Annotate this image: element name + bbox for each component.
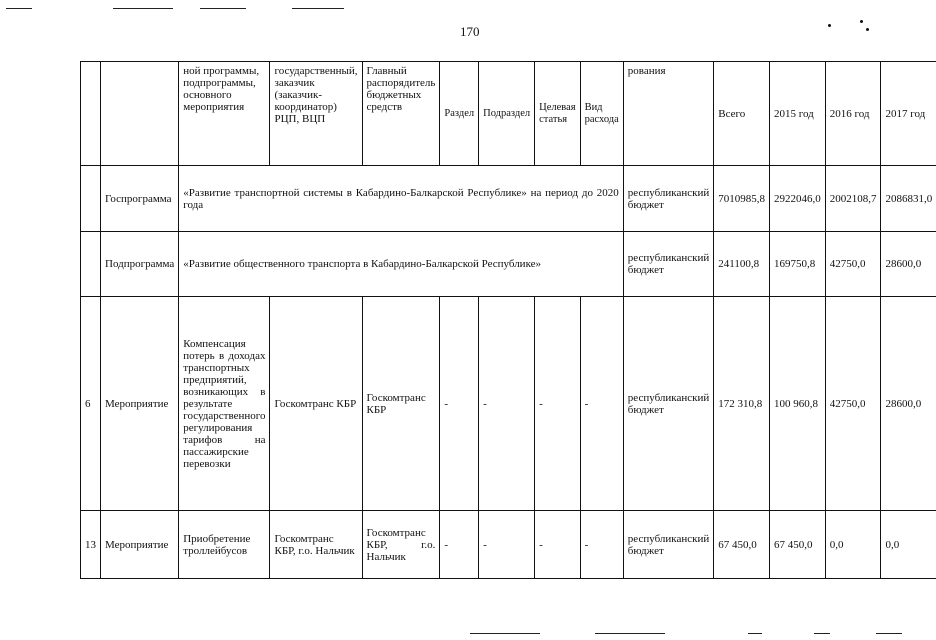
row-measure-name: Приобретение троллейбусов: [179, 511, 270, 579]
row-program-name: «Развитие транспортной системы в Кабардино-Балкарской Республике» на период до 2020 года: [179, 166, 624, 232]
header-cell-2017: 2017 год: [881, 62, 936, 166]
row-section: -: [440, 297, 479, 511]
header-cell-subsection: Подраздел: [479, 62, 535, 166]
header-cell-manager: Главный распорядитель бюджетных средств: [362, 62, 440, 166]
scan-mark-bottom-3: [748, 633, 762, 634]
program-table: [80, 61, 936, 579]
header-cell-customer: государственный, заказчик (заказчик-координатор) РЦП, ВЦП: [270, 62, 362, 166]
scan-speck: [860, 20, 863, 23]
table-row: [81, 297, 936, 511]
row-type: Мероприятие: [101, 297, 179, 511]
row-type: Госпрограмма: [101, 166, 179, 232]
row-2015: 169750,8: [769, 232, 825, 297]
row-2015: 2922046,0: [769, 166, 825, 232]
row-2017: 2086831,0: [881, 166, 936, 232]
row-section: -: [440, 511, 479, 579]
scan-mark-bottom-5: [876, 633, 902, 634]
scan-mark-top-1: [6, 8, 32, 9]
row-type: Мероприятие: [101, 511, 179, 579]
header-cell-name: ной программы, подпрограммы, основного мероприятия: [179, 62, 270, 166]
row-num: [81, 166, 101, 232]
header-cell-article: Целевая статья: [535, 62, 580, 166]
row-2017: 28600,0: [881, 232, 936, 297]
table-row: [81, 232, 936, 297]
row-2016: 0,0: [825, 511, 881, 579]
row-2016: 42750,0: [825, 297, 881, 511]
row-source: республиканский бюджет: [623, 232, 713, 297]
scan-mark-bottom-1: [470, 633, 540, 634]
row-expense: -: [580, 297, 623, 511]
row-customer: Госкомтранс КБР: [270, 297, 362, 511]
row-2016: 2002108,7: [825, 166, 881, 232]
header-row: [81, 62, 936, 166]
row-article: -: [535, 511, 580, 579]
scan-mark-top-3: [200, 8, 246, 9]
page-number: 170: [460, 24, 480, 39]
row-total: 7010985,8: [714, 166, 770, 232]
row-program-name: «Развитие общественного транспорта в Кабардино-Балкарской Республике»: [179, 232, 624, 297]
row-total: 67 450,0: [714, 511, 770, 579]
row-expense: -: [580, 511, 623, 579]
scan-mark-bottom-2: [595, 633, 665, 634]
row-2017: 0,0: [881, 511, 936, 579]
header-cell-source: рования: [623, 62, 713, 166]
row-total: 172 310,8: [714, 297, 770, 511]
row-num: 13: [81, 511, 101, 579]
header-cell-2016: 2016 год: [825, 62, 881, 166]
table-row: [81, 166, 936, 232]
header-cell-expense: Вид расхода: [580, 62, 623, 166]
scan-mark-top-4: [292, 8, 344, 9]
row-measure-name: Компенсация потерь в доходах транспортных предприятий, возникающих в результате государственного регулирования тарифов на пассажирские перевозки: [179, 297, 270, 511]
header-cell-2015: 2015 год: [769, 62, 825, 166]
row-num: 6: [81, 297, 101, 511]
table-row: [81, 511, 936, 579]
row-source: республиканский бюджет: [623, 297, 713, 511]
header-cell-num: [81, 62, 101, 166]
row-article: -: [535, 297, 580, 511]
row-num: [81, 232, 101, 297]
row-source: республиканский бюджет: [623, 511, 713, 579]
header-cell-type: [101, 62, 179, 166]
scan-speck: [866, 28, 869, 31]
row-2016: 42750,0: [825, 232, 881, 297]
row-manager: Госкомтранс КБР: [362, 297, 440, 511]
row-customer: Госкомтранс КБР, г.о. Нальчик: [270, 511, 362, 579]
row-2015: 100 960,8: [769, 297, 825, 511]
row-subsection: -: [479, 511, 535, 579]
scan-speck: [828, 24, 831, 27]
row-source: республиканский бюджет: [623, 166, 713, 232]
scan-mark-top-2: [113, 8, 173, 9]
row-type: Подпрограмма: [101, 232, 179, 297]
header-cell-total: Всего: [714, 62, 770, 166]
row-2015: 67 450,0: [769, 511, 825, 579]
row-subsection: -: [479, 297, 535, 511]
row-manager: Госкомтранс КБР, г.о. Нальчик: [362, 511, 440, 579]
scan-mark-bottom-4: [814, 633, 830, 634]
header-cell-section: Раздел: [440, 62, 479, 166]
row-2017: 28600,0: [881, 297, 936, 511]
row-total: 241100,8: [714, 232, 770, 297]
